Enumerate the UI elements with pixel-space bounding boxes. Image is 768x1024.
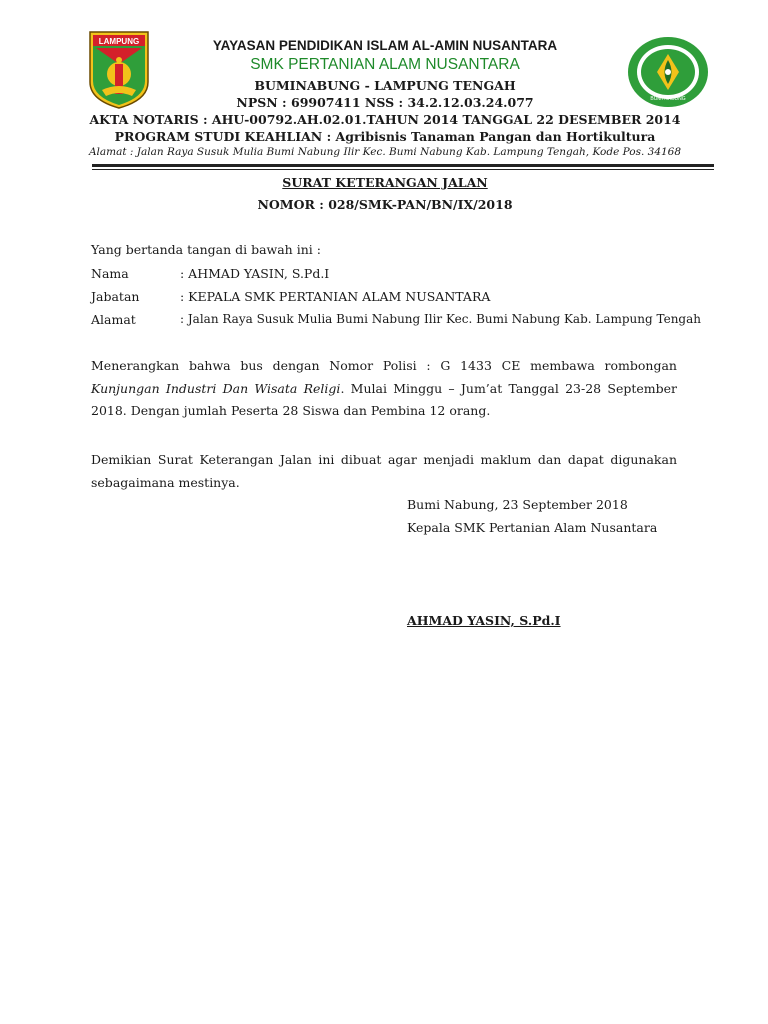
field-value-address: : Jalan Raya Susuk Mulia Bumi Nabung Ilir Kec. Bumi Nabung Kab. Lampung Tengah [180, 312, 701, 326]
closing-paragraph: Demikian Surat Keterangan Jalan ini dibuat agar menjadi maklum dan dapat digunakan sebagaimana mestinya. [91, 452, 677, 490]
statement-text-end: . Mulai Minggu – Jum’at Tanggal 23-28 September 2018. Dengan jumlah Peserta 28 Siswa dan Pembina 12 orang. [91, 380, 677, 418]
field-label-address: Alamat [91, 312, 136, 327]
school-npsn: NPSN : 69907411 NSS : 34.2.12.03.24.077 [236, 95, 534, 110]
signature-place-date: Bumi Nabung, 23 September 2018 [407, 497, 628, 512]
signatory-name: AHMAD YASIN, S.Pd.I [407, 613, 561, 628]
intro-text: Yang bertanda tangan di bawah ini : [91, 242, 321, 257]
signature-position: Kepala SMK Pertanian Alam Nusantara [407, 520, 658, 535]
header-divider-thick [92, 164, 714, 167]
svg-text:LAMPUNG: LAMPUNG [98, 37, 140, 46]
svg-text:BUMI NABUNG: BUMI NABUNG [650, 96, 686, 102]
letter-number: NOMOR : 028/SMK-PAN/BN/IX/2018 [257, 197, 513, 212]
statement-paragraph [91, 355, 677, 423]
field-label-name: Nama [91, 266, 129, 281]
foundation-name: YAYASAN PENDIDIKAN ISLAM AL-AMIN NUSANTARA [212, 38, 558, 53]
statement-text-start: Menerangkan bahwa bus dengan Nomor Polisi : G 1433 CE membawa rombongan [91, 358, 677, 373]
notary-deed: AKTA NOTARIS : AHU-00792.AH.02.01.TAHUN 2014 TANGGAL 22 DESEMBER 2014 [89, 112, 681, 127]
school-name: SMK PERTANIAN ALAM NUSANTARA [250, 56, 520, 73]
field-value-name: : AHMAD YASIN, S.Pd.I [180, 266, 330, 281]
field-label-position: Jabatan [91, 289, 140, 304]
school-address: Alamat : Jalan Raya Susuk Mulia Bumi Nabung Ilir Kec. Bumi Nabung Kab. Lampung Tengah, Kode Pos. 34168 [88, 146, 682, 158]
header-divider-thin [92, 169, 714, 170]
statement-activity: Kunjungan Industri Dan Wisata Religi [91, 380, 341, 396]
field-value-position: : KEPALA SMK PERTANIAN ALAM NUSANTARA [180, 289, 491, 304]
letter-title: SURAT KETERANGAN JALAN [282, 175, 488, 190]
study-program: PROGRAM STUDI KEAHLIAN : Agribisnis Tanaman Pangan dan Hortikultura [114, 129, 656, 144]
school-location: BUMINABUNG - LAMPUNG TENGAH [254, 78, 516, 93]
